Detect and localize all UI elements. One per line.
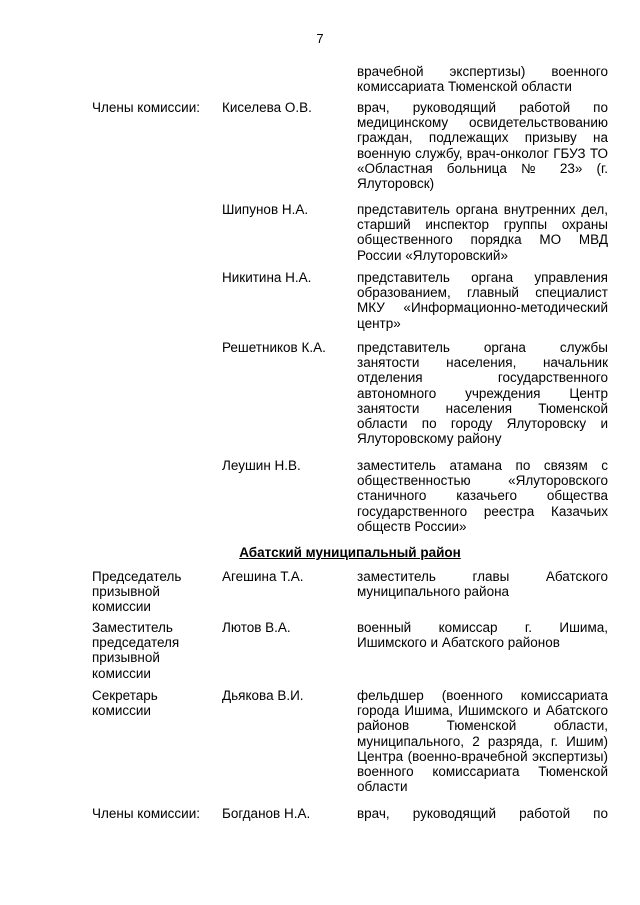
entry-description: представитель органа службы занятости населения, начальник отделения государственного автономного учреждения Центр занятости населения Тюменской области по городу Ялуторовску и Ялуторовскому району — [357, 340, 608, 447]
entry-description: представитель органа управления образованием, главный специалист МКУ «Информационно-методический центр» — [357, 270, 608, 331]
entry-role: Председатель призывной комиссии — [92, 569, 182, 615]
continuation-description: врачебной экспертизы) военного комиссариата Тюменской области — [357, 64, 608, 95]
entry-person: Шипунов Н.А. — [222, 202, 309, 217]
entry-person: Киселева О.В. — [222, 100, 312, 115]
entry-person: Богданов Н.А. — [222, 806, 311, 821]
entry-description: представитель органа внутренних дел, старший инспектор группы охраны общественного порядка МО МВД России «Ялуторовский» — [357, 202, 608, 263]
entry-description: заместитель главы Абатского муниципального района — [357, 569, 608, 600]
entry-description: врач, руководящий работой по медицинскому освидетельствованию граждан, подлежащих призыву на военную службу, врач-онколог ГБУЗ ТО «Областная больница № 23» (г. Ялуторовск) — [357, 100, 608, 192]
entry-person: Леушин Н.В. — [222, 458, 301, 473]
entry-person: Агешина Т.А. — [222, 569, 304, 584]
section-title: Абатский муниципальный район — [239, 545, 461, 560]
entry-description: заместитель атамана по связям с общественностью «Ялуторовского станичного казачьего общества государственного реестра Казачьих обществ России» — [357, 458, 608, 534]
entry-person: Дьякова В.И. — [222, 688, 304, 703]
entry-description: фельдшер (военного комиссариата города Ишима, Ишимского и Абатского районов Тюменской области, муниципального, 2 разряда, г. Ишим) Центра (военно-врачебной экспертизы) военного комиссариата Тюменской области — [357, 688, 608, 795]
entry-role: Заместитель председателя призывной комиссии — [92, 620, 180, 681]
entry-description: врач, руководящий работой по — [357, 806, 608, 821]
entry-description: военный комиссар г. Ишима, Ишимского и Абатского районов — [357, 620, 608, 651]
entry-role: Члены комиссии: — [92, 806, 201, 821]
entry-person: Лютов В.А. — [222, 620, 291, 635]
entry-role: Секретарь комиссии — [92, 688, 158, 719]
entry-person: Решетников К.А. — [222, 340, 326, 355]
entry-role: Члены комиссии: — [92, 100, 201, 115]
entry-person: Никитина Н.А. — [222, 270, 312, 285]
page-number: 7 — [316, 31, 324, 46]
